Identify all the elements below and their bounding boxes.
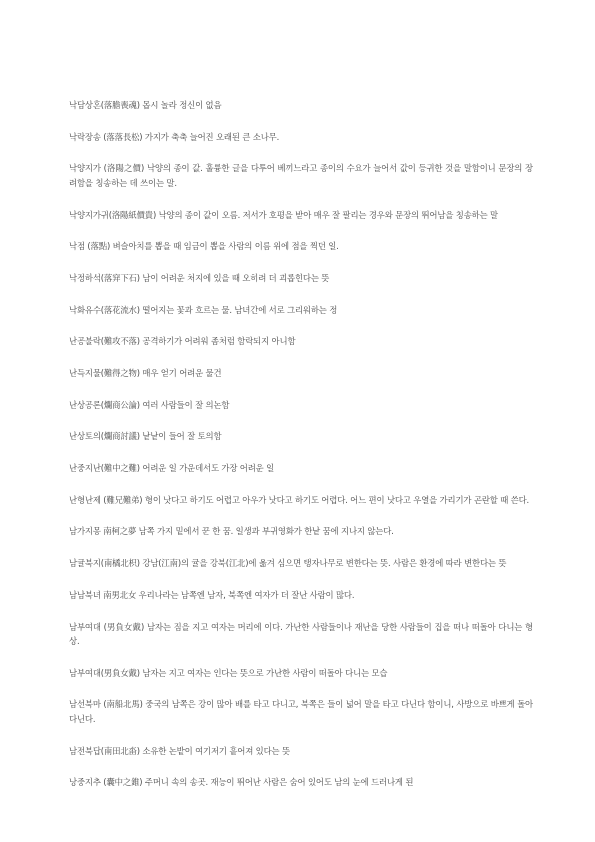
entry-nakhwa-yusu: 낙화유수(落花流水) 떨어지는 꽃과 흐르는 물. 남녀간에 서로 그리워하는 정 [69, 304, 338, 315]
entry-nakyang-jigagwi: 낙양지가귀(洛陽紙價貴) 낙양의 종이 값이 오름. 저서가 호평을 받아 매우 잘 팔리는 경우와 문장의 뛰어남을 칭송하는 말 [69, 209, 498, 220]
entry-nambu-yeodae-2: 남부여대(男負女戴) 남자는 지고 여자는 인다는 뜻으로 가난한 사람이 떠돌아 다니는 모습 [69, 667, 388, 678]
entry-nambu-yeodae-1: 남부여대 (男負女戴) 남자는 짐을 지고 여자는 머리에 이다. 가난한 사람들이나 재난을 당한 사람들이 집을 떠나 떠돌아 다니는 형상. [69, 621, 533, 646]
entry-nansang-gongron: 난상공론(爛商公論) 여러 사람들이 잘 의논함 [69, 399, 230, 410]
entry-nakdam-sanghon: 낙담상혼(落膽喪魂) 몹시 놀라 정신이 없음 [69, 100, 222, 110]
entry-nakyang-jiga: 낙양지가 (洛陽之價) 낙양의 종이 값. 훌륭한 글을 다투어 베끼느라고 종이의 수요가 늘어서 값이 등귀한 것을 말함이니 문장의 장려함을 칭송하는 데 쓰이는 말. [69, 163, 533, 188]
entry-namgyul-bukji: 남귤북지(南橘北枳) 강남(江南)의 귤을 강북(江北)에 옮겨 심으면 탱자나무로 변한다는 뜻. 사람은 환경에 따라 변한다는 뜻 [69, 558, 507, 569]
entry-nanhyeong-nanje: 난형난제 (難兄難弟) 형이 낫다고 하기도 어렵고 아우가 낫다고 하기도 어렵다. 어느 편이 낫다고 우열을 가리기가 곤란할 때 쓴다. [69, 494, 530, 505]
entry-nansang-toui: 난상토의(爛商討議) 낱낱이 들어 잘 토의함 [69, 431, 222, 442]
entry-nakjeong-haseok: 낙정하석(落穽下石) 남이 어려운 처지에 있을 때 오히려 더 괴롭힌다는 뜻 [69, 272, 330, 283]
entry-namnam-bukyeo: 남남북녀 南男北女 우리나라는 남쪽엔 남자, 북쪽엔 여자가 더 잘난 사람이 많다. [69, 589, 355, 600]
entry-nanjung-jinan: 난중지난(難中之難) 어려운 일 가운데서도 가장 어려운 일 [69, 463, 275, 474]
entry-nakjeom: 낙점 (落點) 벼슬아치를 뽑을 때 임금이 뽑을 사람의 이름 위에 점을 찍던 일. [69, 241, 339, 252]
entry-nangjung-jichu: 낭중지추 (囊中之錐) 주머니 속의 송곳. 재능이 뛰어난 사람은 숨어 있어도 남의 눈에 드러나게 된 [69, 777, 414, 788]
entry-namseon-bukma: 남선북마 (南船北馬) 중국의 남쪽은 강이 많아 배를 타고 다니고, 북쪽은 들이 넓어 말을 타고 다닌다 함이니, 사방으로 바쁘게 돌아다닌다. [69, 699, 533, 724]
entry-namjeon-bukdap: 남전북답(南田北畓) 소유한 논밭이 여기저기 흩어져 있다는 뜻 [69, 745, 290, 756]
entry-nandeuk-jimul: 난득지물(難得之物) 매우 얻기 어려운 물건 [69, 368, 222, 378]
entry-namga-jimong: 남가지몽 南柯之夢 남쪽 가지 밑에서 꾼 한 꿈. 일생과 부귀영화가 한낱 꿈에 지나지 않는다. [69, 526, 394, 537]
entry-nangong-bullak: 난공불락(難攻不落) 공격하기가 어려워 좀처럼 함락되지 아니함 [69, 336, 296, 347]
entry-nakrak-jangsong: 낙락장송 (落落長松) 가지가 축축 늘어진 오래된 큰 소나무. [69, 131, 280, 142]
